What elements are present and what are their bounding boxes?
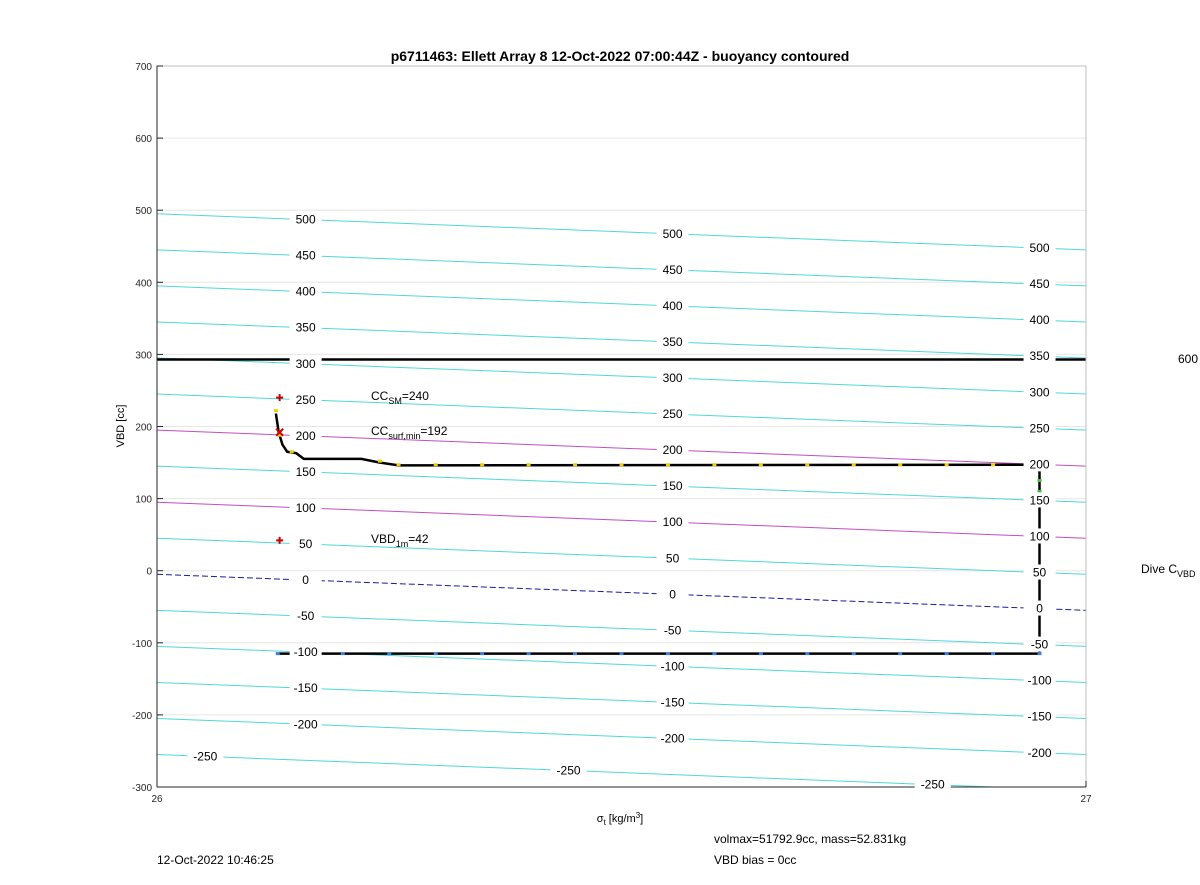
x-tick-label-1: 27	[1080, 794, 1092, 805]
data-point-0-3	[378, 460, 382, 463]
annotation-vbd-1m-rest: =42	[408, 532, 429, 546]
data-point-2-12	[852, 652, 856, 655]
annotation-vbd-1m-sub: 1m	[395, 539, 409, 549]
contour-label-left-5: 250	[295, 392, 316, 407]
data-point-2-9	[712, 652, 716, 655]
data-point-2-3	[434, 652, 438, 655]
contour-label-left-14: -200	[293, 717, 318, 732]
annotation-cc-sm-rest: =240	[401, 389, 429, 403]
annotation-cc-surf-min-rest: =192	[420, 424, 448, 438]
data-point-2-13	[898, 652, 902, 655]
y-tick-label-8: 500	[135, 206, 152, 218]
y-tick-label-9: 600	[135, 134, 152, 146]
x-axis-label-symbol: σ	[596, 813, 604, 825]
contour-label-low-1: -250	[556, 763, 581, 778]
data-point-0-9	[620, 463, 624, 466]
x-tick-label-0: 26	[151, 794, 163, 805]
data-point-0-6	[480, 463, 484, 466]
data-point-0-0	[274, 409, 278, 412]
contour-label-mid-5: 250	[662, 407, 683, 422]
y-tick-label-6: 300	[135, 350, 152, 362]
y-tick-label-5: 200	[135, 422, 152, 434]
y-tick-label-3: 0	[146, 566, 152, 578]
contour-label-low-2: -250	[920, 777, 945, 792]
contour-label-left-3: 350	[295, 320, 316, 335]
contour-label-right-9: 50	[1032, 565, 1047, 580]
contour-label-right-5: 250	[1029, 421, 1050, 436]
contour-label-left-11: -50	[296, 609, 315, 624]
y-tick-label-2: -100	[131, 638, 152, 650]
contour-label-mid-12: -100	[660, 659, 685, 674]
annotation-cc-sm-base: CC	[371, 389, 389, 403]
contour-label-mid-10: 0	[669, 587, 676, 602]
contour-label-right-13: -150	[1027, 709, 1052, 724]
contour-label-right-10: 0	[1036, 601, 1043, 616]
data-point-1-1	[1038, 479, 1042, 482]
annotation-cc-surf-min-base: CC	[371, 424, 389, 438]
data-point-0-8	[573, 463, 577, 466]
data-point-0-10	[666, 463, 670, 466]
x-axis-label-sup: 3	[635, 811, 641, 820]
contour-label-right-3: 350	[1029, 349, 1050, 364]
data-point-2-4	[480, 652, 484, 655]
contour-label-mid-7: 150	[662, 479, 683, 494]
data-point-2-15	[991, 652, 995, 655]
contour-label-mid-0: 500	[662, 226, 683, 241]
contour-label-mid-11: -50	[663, 623, 682, 638]
footer-vbd-bias: VBD bias = 0cc	[714, 853, 797, 867]
outside-label-dive-c-sub: VBD	[1177, 569, 1196, 579]
contour-label-left-8: 100	[295, 500, 316, 515]
data-point-0-4	[397, 463, 401, 466]
contour-label-mid-4: 300	[662, 371, 683, 386]
contour-label-right-11: -50	[1030, 637, 1049, 652]
contour-label-mid-2: 400	[662, 298, 683, 313]
contour-label-mid-6: 200	[662, 443, 683, 458]
data-point-0-13	[805, 463, 809, 466]
contour-label-mid-14: -200	[660, 731, 685, 746]
outside-label-dive-c-base: Dive C	[1141, 562, 1178, 576]
contour-label-right-14: -200	[1027, 745, 1052, 760]
y-tick-label-1: -200	[131, 710, 152, 722]
contour-label-right-7: 150	[1029, 493, 1050, 508]
contour-label-left-1: 450	[295, 248, 316, 263]
data-point-2-6	[573, 652, 577, 655]
contour-label-mid-9: 50	[665, 551, 680, 566]
y-tick-label-0: -300	[131, 783, 152, 794]
x-axis-label-units: [kg/m	[608, 813, 636, 825]
contour-label-right-0: 500	[1029, 241, 1050, 256]
y-axis-label: VBD [cc]	[115, 404, 127, 448]
footer-volmax-mass: volmax=51792.9cc, mass=52.831kg	[714, 832, 907, 846]
data-point-0-14	[852, 463, 856, 466]
contour-label-mid-3: 350	[662, 334, 683, 349]
contour-label-left-9: 50	[298, 537, 313, 552]
data-point-2-8	[666, 652, 670, 655]
data-point-2-2	[387, 652, 391, 655]
y-tick-label-10: 700	[135, 62, 152, 73]
contour-label-right-2: 400	[1029, 313, 1050, 328]
data-point-2-10	[759, 652, 763, 655]
data-point-0-12	[759, 463, 763, 466]
data-point-2-5	[527, 652, 531, 655]
contour-label-low-0: -250	[193, 749, 218, 764]
annotation-cc-sm-sub: SM	[388, 396, 402, 406]
outside-label-600: 600	[1178, 352, 1199, 366]
contour-label-right-4: 300	[1029, 385, 1050, 400]
annotation-vbd-1m-base: VBD	[371, 532, 396, 546]
data-point-0-2	[290, 450, 294, 453]
contour-label-left-2: 400	[295, 284, 316, 299]
contour-label-mid-1: 450	[662, 262, 683, 277]
contour-label-right-12: -100	[1027, 673, 1052, 688]
data-point-0-7	[527, 463, 531, 466]
x-axis-label-close: ]	[640, 813, 644, 825]
data-point-0-17	[991, 463, 995, 466]
annotation-cc-surf-min-sub: surf,min	[388, 431, 421, 441]
data-point-2-1	[341, 652, 345, 655]
y-tick-label-7: 400	[135, 278, 152, 290]
data-point-2-0	[276, 652, 280, 655]
x-axis-label-sub: t	[603, 818, 606, 827]
contour-label-left-13: -150	[293, 681, 318, 696]
data-point-0-5	[434, 463, 438, 466]
data-point-2-11	[805, 652, 809, 655]
contour-label-mid-8: 100	[662, 515, 683, 530]
contour-label-mid-13: -150	[660, 695, 685, 710]
contour-label-right-1: 450	[1029, 277, 1050, 292]
contour-label-left-0: 500	[295, 212, 316, 227]
contour-label-left-4: 300	[295, 356, 316, 371]
contour-label-left-6: 200	[295, 428, 316, 443]
data-point-0-16	[945, 463, 949, 466]
chart-title: p6711463: Ellett Array 8 12-Oct-2022 07:00:44Z - buoyancy contoured	[390, 48, 850, 64]
contour-label-left-12: -100	[293, 645, 318, 660]
data-point-0-11	[712, 463, 716, 466]
data-point-2-14	[945, 652, 949, 655]
contour-label-right-8: 100	[1029, 529, 1050, 544]
y-tick-label-4: 100	[135, 494, 152, 506]
data-point-0-15	[898, 463, 902, 466]
contour-label-right-6: 200	[1029, 457, 1050, 472]
footer-timestamp: 12-Oct-2022 10:46:25	[157, 853, 274, 867]
data-point-2-7	[620, 652, 624, 655]
contour-label-left-10: 0	[302, 573, 309, 588]
data-point-2-16	[1038, 652, 1042, 655]
contour-label-left-7: 150	[295, 464, 316, 479]
